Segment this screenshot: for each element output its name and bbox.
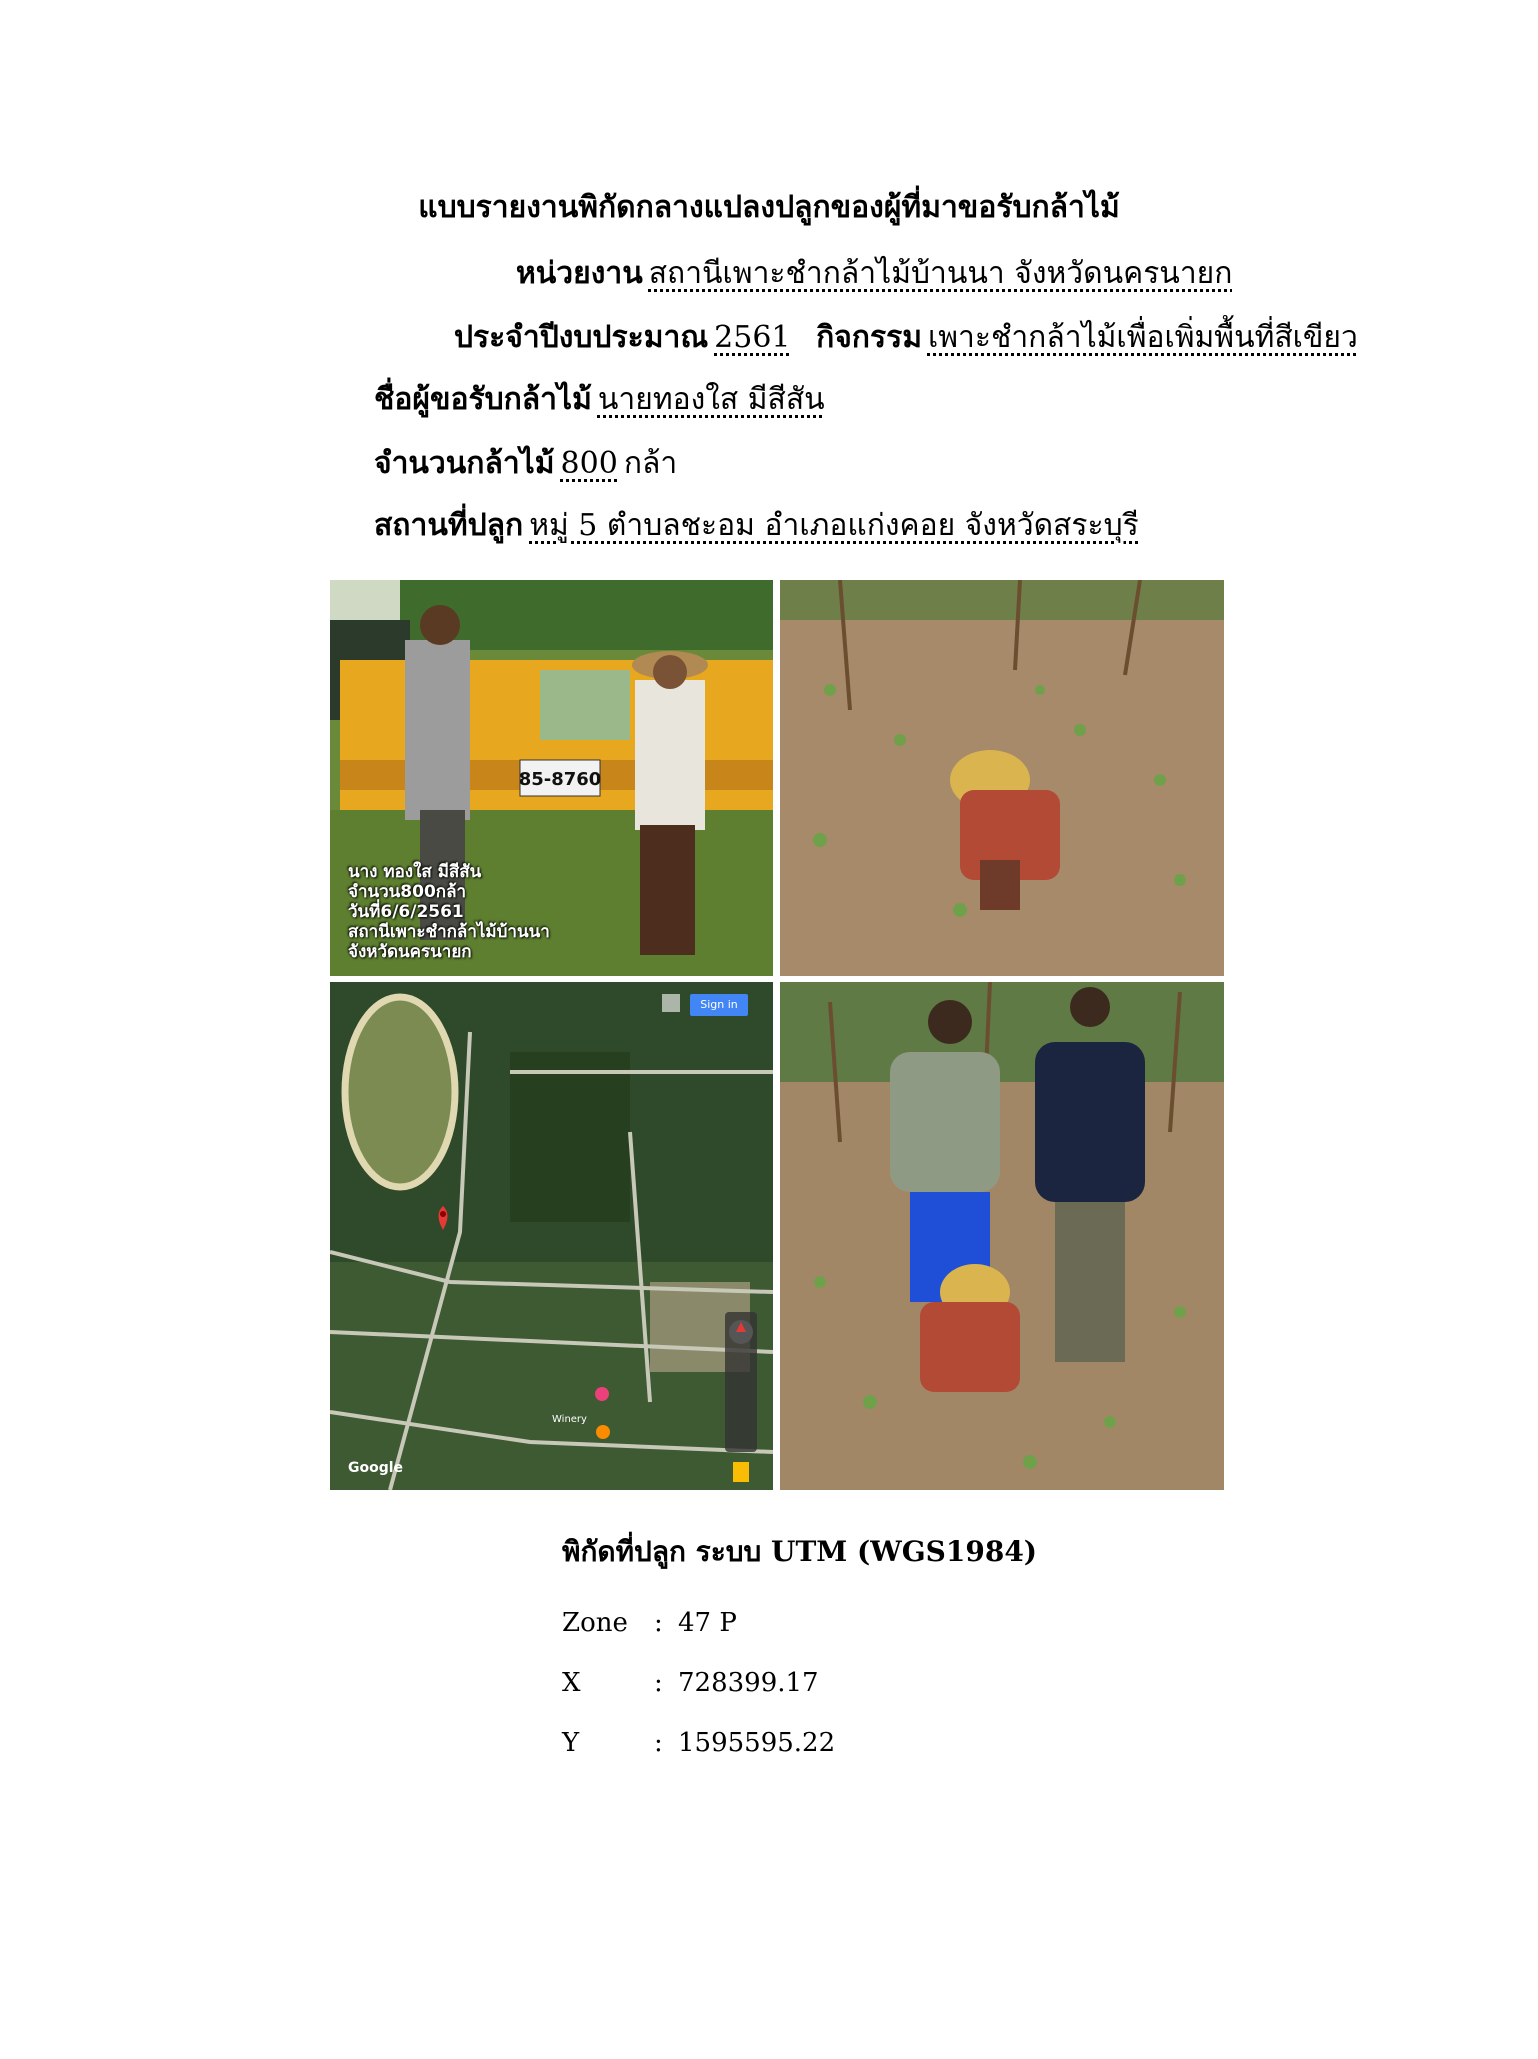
zone-row: Zone : 47 P [562, 1608, 737, 1638]
location-label: สถานที่ปลูก [374, 508, 524, 543]
x-value: 728399.17 [678, 1668, 819, 1698]
budget-year-value: 2561 [714, 320, 791, 355]
budget-activity-line [454, 314, 1364, 361]
recipient-line [374, 376, 831, 423]
activity-label: กิจกรรม [816, 320, 922, 355]
recipient-label: ชื่อผู้ขอรับกล้าไม้ [374, 382, 592, 417]
group-photo-art [780, 982, 1224, 1490]
x-row: X : 728399.17 [562, 1668, 819, 1698]
zone-key: Zone [562, 1608, 628, 1638]
planting-photo-art [780, 580, 1224, 976]
y-row: Y : 1595595.22 [562, 1728, 836, 1758]
recipient-value: นายทองใส มีสีสัน [597, 382, 825, 417]
location-value: หมู่ 5 ตำบลชะอม อำเภอแก่งคอย จังหวัดสระบุรี [529, 508, 1139, 543]
y-value: 1595595.22 [678, 1728, 836, 1758]
quantity-line [374, 440, 677, 487]
planting-photo [780, 580, 1224, 976]
activity-value: เพาะชำกล้าไม้เพื่อเพิ่มพื้นที่สีเขียว [927, 320, 1358, 355]
coordinates-title: พิกัดที่ปลูก ระบบ UTM (WGS1984) [562, 1535, 1038, 1568]
quantity-value: 800 [560, 446, 618, 481]
report-title: แบบรายงานพิกัดกลางแปลงปลูกของผู้ที่มาขอรับกล้าไม้ [418, 190, 1120, 225]
handover-caption: นาง ทองใส มีสีสัน จำนวน800กล้า วันที่6/6/2561 สถานีเพาะชำกล้าไม้บ้านนา จังหวัดนครนายก [348, 862, 550, 962]
quantity-label: จำนวนกล้าไม้ [374, 446, 555, 481]
map-winery-label: Winery [552, 1414, 587, 1425]
zone-value: 47 P [678, 1608, 737, 1638]
agency-line [516, 250, 1238, 297]
google-logo: Google [348, 1460, 404, 1476]
agency-value: สถานีเพาะชำกล้าไม้บ้านนา จังหวัดนครนายก [648, 256, 1233, 291]
quantity-unit: กล้า [623, 446, 678, 481]
x-key: X [562, 1668, 581, 1698]
map-signin-button[interactable]: Sign in [690, 994, 748, 1016]
agency-label: หน่วยงาน [516, 256, 643, 291]
handover-photo [330, 580, 773, 976]
svg-text:85-8760: 85-8760 [518, 769, 602, 790]
location-line [374, 502, 1145, 549]
group-photo [780, 982, 1224, 1490]
y-key: Y [562, 1728, 580, 1758]
satellite-map [330, 982, 773, 1490]
budget-year-label: ประจำปีงบประมาณ [454, 320, 709, 355]
